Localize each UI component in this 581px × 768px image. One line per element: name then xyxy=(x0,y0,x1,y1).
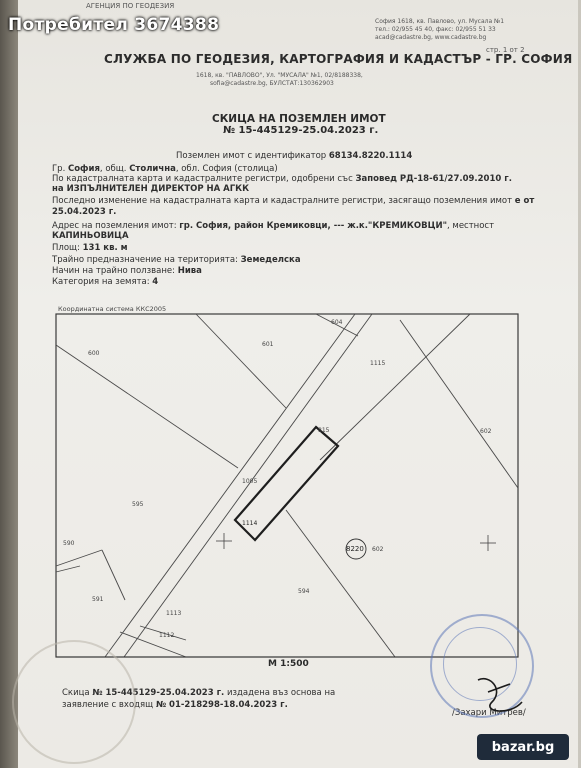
document-number: № 15-445129-25.04.2023 г. xyxy=(223,125,379,136)
purpose-line: Трайно предназначение на територията: Земеделска xyxy=(52,255,301,265)
office-contact-line-3: acad@cadastre.bg, www.cadastre.bg xyxy=(375,34,487,41)
parcel-label: 1005 xyxy=(242,478,258,485)
page-number: стр. 1 от 2 xyxy=(486,46,525,54)
user-watermark: Потребител 3674388 xyxy=(8,15,220,35)
map-frame xyxy=(56,314,518,657)
last-change-date: 25.04.2023 г. xyxy=(52,207,117,217)
agency-stamp-text: АГЕНЦИЯ ПО ГЕОДЕЗИЯ xyxy=(86,2,175,10)
coordinate-system: Координатна система ККС2005 xyxy=(58,305,167,313)
locality-name: КАПИНЬОВИЦА xyxy=(52,231,129,241)
signature xyxy=(470,672,530,722)
subject-parcel-label: 1114 xyxy=(242,520,258,527)
parcel-label: 1113 xyxy=(166,610,182,617)
office-email: sofia@cadastre.bg, БУЛСТАТ:130362903 xyxy=(210,80,334,87)
parcel-label: 590 xyxy=(63,540,75,547)
parcel-label: 1115 xyxy=(370,360,386,367)
map-scale: М 1:500 xyxy=(268,659,309,669)
parcel-label: 594 xyxy=(298,588,310,595)
last-change-line: Последно изменение на кадастралната карта и кадастралните регистри, засягащо поземления имот е от xyxy=(52,196,535,206)
director-line: на ИЗПЪЛНИТЕЛЕН ДИРЕКТОР НА АГКК xyxy=(52,184,250,194)
parcel-label: 591 xyxy=(92,596,104,603)
parcel-label: 602 xyxy=(480,428,492,435)
parcel-label: 601 xyxy=(262,341,274,348)
office-title: СЛУЖБА ПО ГЕОДЕЗИЯ, КАРТОГРАФИЯ И КАДАСТЪР - ГР. СОФИЯ xyxy=(104,52,573,66)
location-line: Гр. София, общ. Столична, обл. София (столица) xyxy=(52,164,278,174)
parcel-label: 604 xyxy=(331,319,343,326)
signatory-name: /Захари Митрев/ xyxy=(452,708,526,718)
parcel-label: 8220 xyxy=(346,545,364,553)
parcel-label: 600 xyxy=(88,350,100,357)
parcel-boundaries xyxy=(56,314,518,657)
document-title: СКИЦА НА ПОЗЕМЛЕН ИМОТ xyxy=(212,113,386,125)
site-logo: bazar.bg xyxy=(477,734,569,760)
area-line: Площ: 131 кв. м xyxy=(52,243,128,253)
parcel-label: 595 xyxy=(132,501,144,508)
parcel-label: 602 xyxy=(372,546,384,553)
parcel-label: 815 xyxy=(318,427,330,434)
category-line: Категория на земята: 4 xyxy=(52,277,159,287)
usage-line: Начин на трайно ползване: Нива xyxy=(52,266,202,276)
cadastral-map-line: По кадастралната карта и кадастралните регистри, одобрени със Заповед РД-18-61/27.09.2010 г. xyxy=(52,174,512,184)
office-contact-line-1: София 1618, кв. Павлово, ул. Мусала №1 xyxy=(375,18,505,25)
footer-line-1: Скица № 15-445129-25.04.2023 г. издадена въз основа на xyxy=(62,688,336,698)
parcel-label: 1112 xyxy=(159,632,175,639)
property-id-label: Поземлен имот с идентификатор 68134.8220.1114 xyxy=(176,151,413,161)
address-line: Адрес на поземления имот: гр. София, район Кремиковци, --- ж.к."КРЕМИКОВЦИ", местност xyxy=(52,221,495,231)
faint-seal xyxy=(12,640,136,764)
office-address: 1618, кв. "ПАВЛОВО", Ул. "МУСАЛА" №1, 02/8188338, xyxy=(196,72,363,79)
footer-line-2: заявление с входящ № 01-218298-18.04.2023 г. xyxy=(62,700,288,710)
office-contact-line-2: тел.: 02/955 45 40, факс: 02/955 51 33 xyxy=(375,26,496,33)
